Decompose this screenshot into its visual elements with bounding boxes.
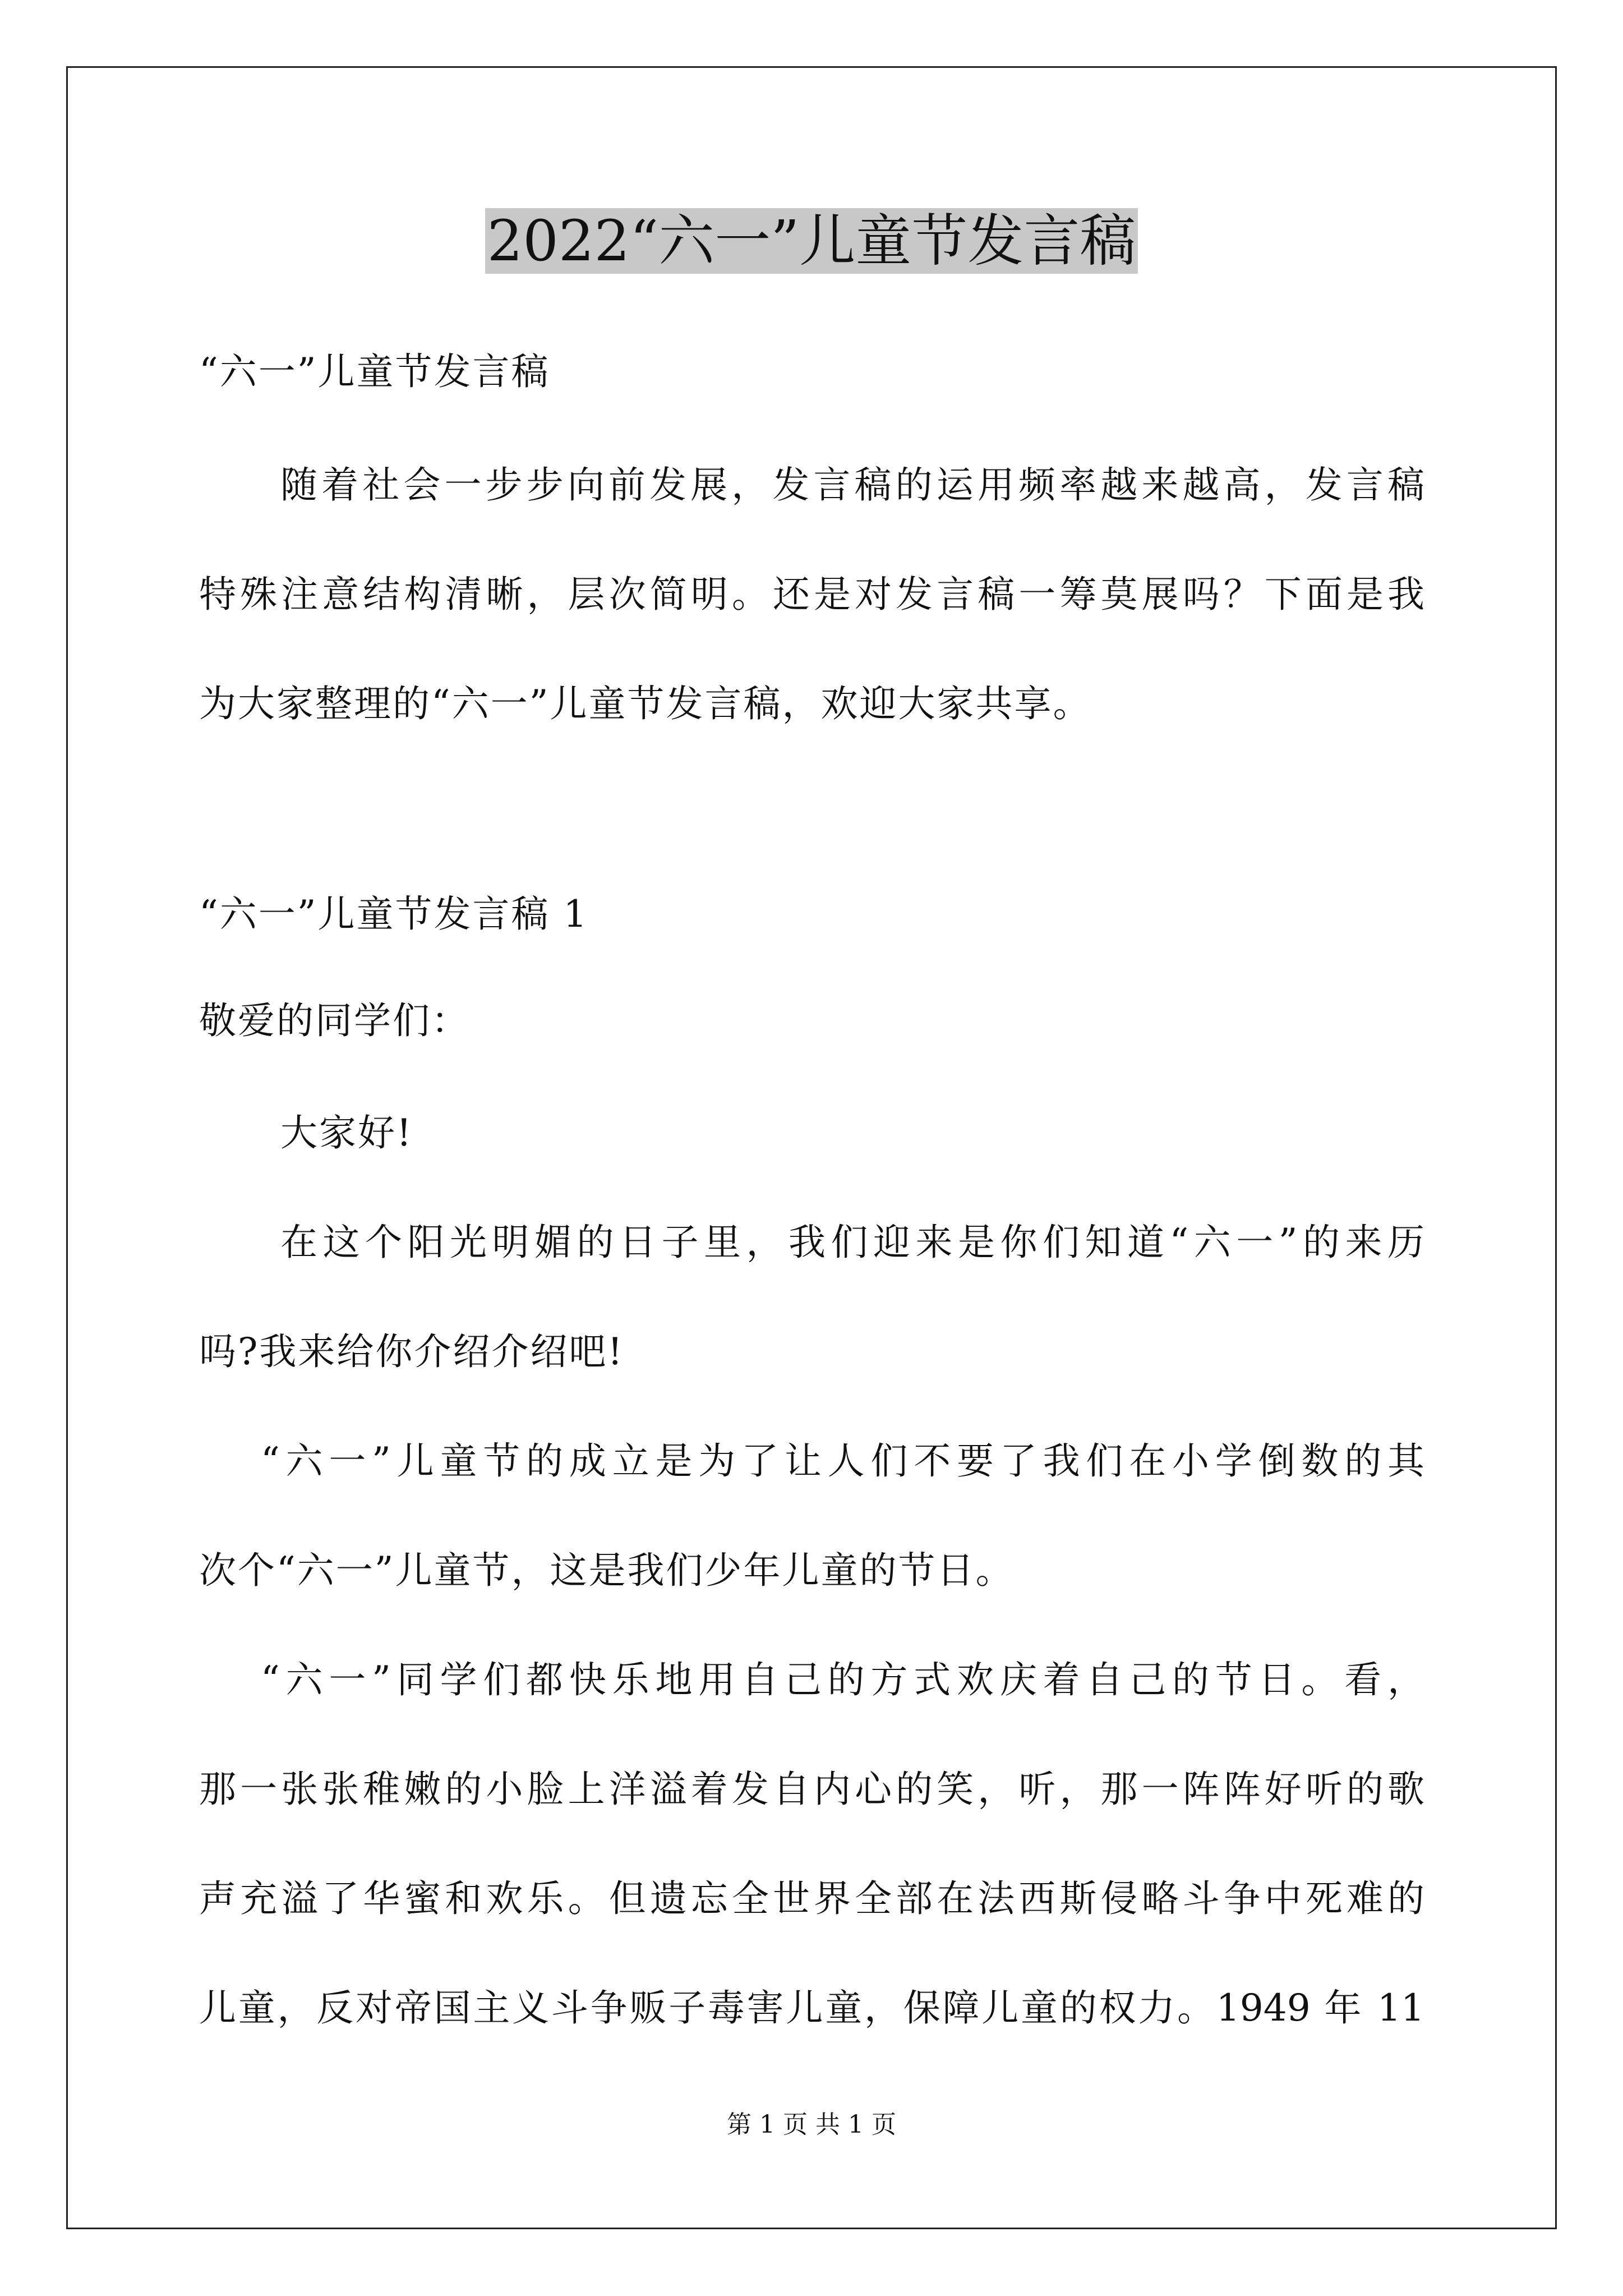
- paragraph-line: 吗?我来给你介绍介绍吧!: [199, 1330, 624, 1373]
- paragraph-line: 那一张张稚嫩的小脸上洋溢着发自内心的笑，听，那一阵阵好听的歌: [199, 1768, 1424, 1811]
- salutation: 敬爱的同学们：: [199, 999, 470, 1042]
- greeting: 大家好!: [280, 1111, 413, 1154]
- document-title-text: 2022“六一”儿童节发言稿: [485, 208, 1138, 274]
- subtitle: “六一”儿童节发言稿: [199, 350, 550, 393]
- paragraph-line: 特殊注意结构清晰，层次简明。还是对发言稿一筹莫展吗？下面是我: [199, 573, 1424, 616]
- section-heading: “六一”儿童节发言稿 1: [199, 892, 589, 936]
- paragraph-line: “六一”儿童节的成立是为了让人们不要了我们在小学倒数的其: [261, 1439, 1424, 1483]
- paragraph-line: 儿童，反对帝国主义斗争贩子毒害儿童，保障儿童的权力。1949 年 11: [199, 1986, 1424, 2030]
- paragraph-line: 随着社会一步步向前发展，发言稿的运用频率越来越高，发言稿: [280, 463, 1424, 507]
- page-footer: 第 1 页 共 1 页: [727, 2110, 896, 2139]
- document-title: [0, 206, 1623, 276]
- paragraph-line: 声充溢了华蜜和欢乐。但遗忘全世界全部在法西斯侵略斗争中死难的: [199, 1877, 1424, 1920]
- paragraph-line: “六一”同学们都快乐地用自己的方式欢庆着自己的节日。看，: [261, 1658, 1424, 1701]
- paragraph-line: 在这个阳光明媚的日子里，我们迎来是你们知道“六一”的来历: [280, 1221, 1424, 1264]
- paragraph-line: 次个“六一”儿童节，这是我们少年儿童的节日。: [199, 1549, 1015, 1592]
- paragraph-line: 为大家整理的“六一”儿童节发言稿，欢迎大家共享。: [199, 682, 1092, 725]
